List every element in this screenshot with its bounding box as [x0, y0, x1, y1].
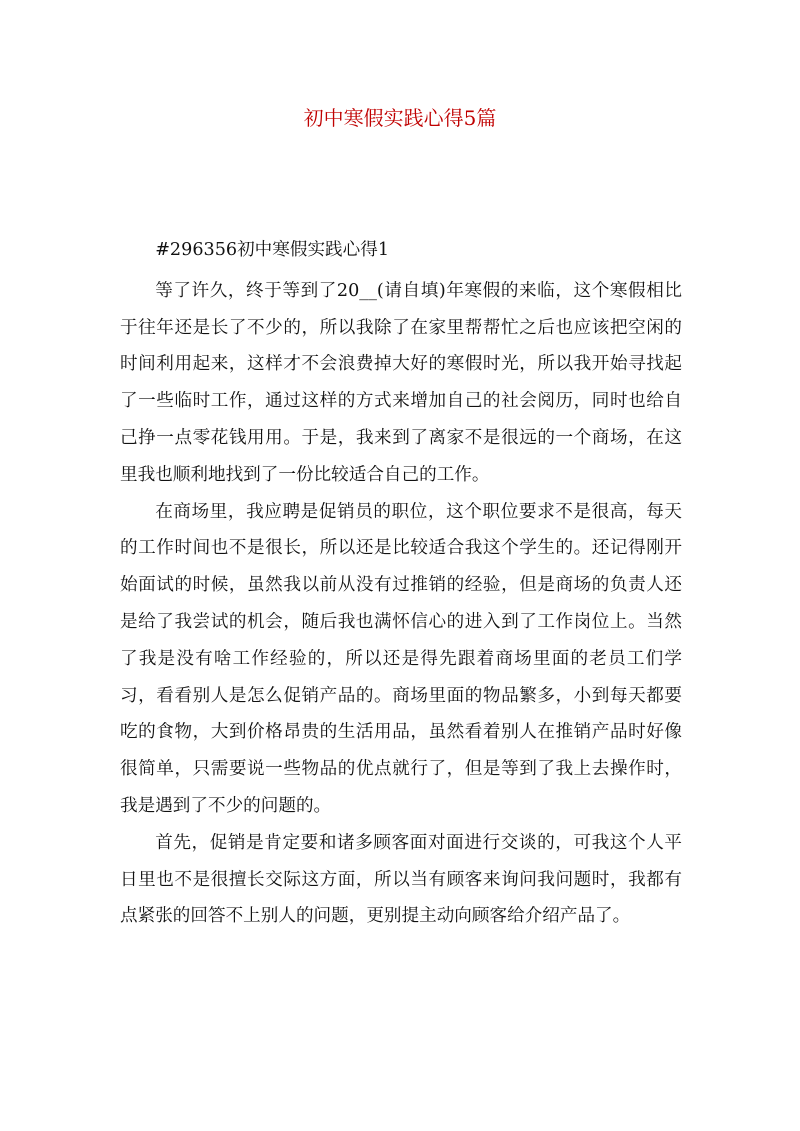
document-title: 初中寒假实践心得5篇: [303, 106, 497, 130]
paragraph-1: 等了许久，终于等到了20__(请自填)年寒假的来临，这个寒假相比于往年还是长了不少的，所以我除了在家里帮帮忙之后也应该把空闲的时间利用起来，这样才不会浪费掉大好的寒假时光，所以我开始寻找起了一些临时工作，通过这样的方式来增加自己的社会阅历，同时也给自己挣一点零花钱用用。于是，我来到了离家不是很远的一个商场，在这里我也顺利地找到了一份比较适合自己的工作。: [120, 280, 682, 485]
document-body: [120, 232, 682, 935]
paragraph-2: 在商场里，我应聘是促销员的职位，这个职位要求不是很高，每天的工作时间也不是很长，所以还是比较适合我这个学生的。还记得刚开始面试的时候，虽然我以前从没有过推销的经验，但是商场的负责人还是给了我尝试的机会，随后我也满怀信心的进入到了工作岗位上。当然了我是没有啥工作经验的，所以还是得先跟着商场里面的老员工们学习，看看别人是怎么促销产品的。商场里面的物品繁多，小到每天都要吃的食物，大到价格昂贵的生活用品，虽然看着别人在推销产品时好像很简单，只需要说一些物品的优点就行了，但是等到了我上去操作时，我是遇到了不少的问题的。: [120, 501, 682, 816]
paragraph-3: 首先，促销是肯定要和诸多顾客面对面进行交谈的，可我这个人平日里也不是很擅长交际这方面，所以当有顾客来询问我问题时，我都有点紧张的回答不上别人的问题，更别提主动向顾客给介绍产品了。: [120, 832, 682, 927]
section-heading: #296356初中寒假实践心得1: [155, 240, 390, 260]
